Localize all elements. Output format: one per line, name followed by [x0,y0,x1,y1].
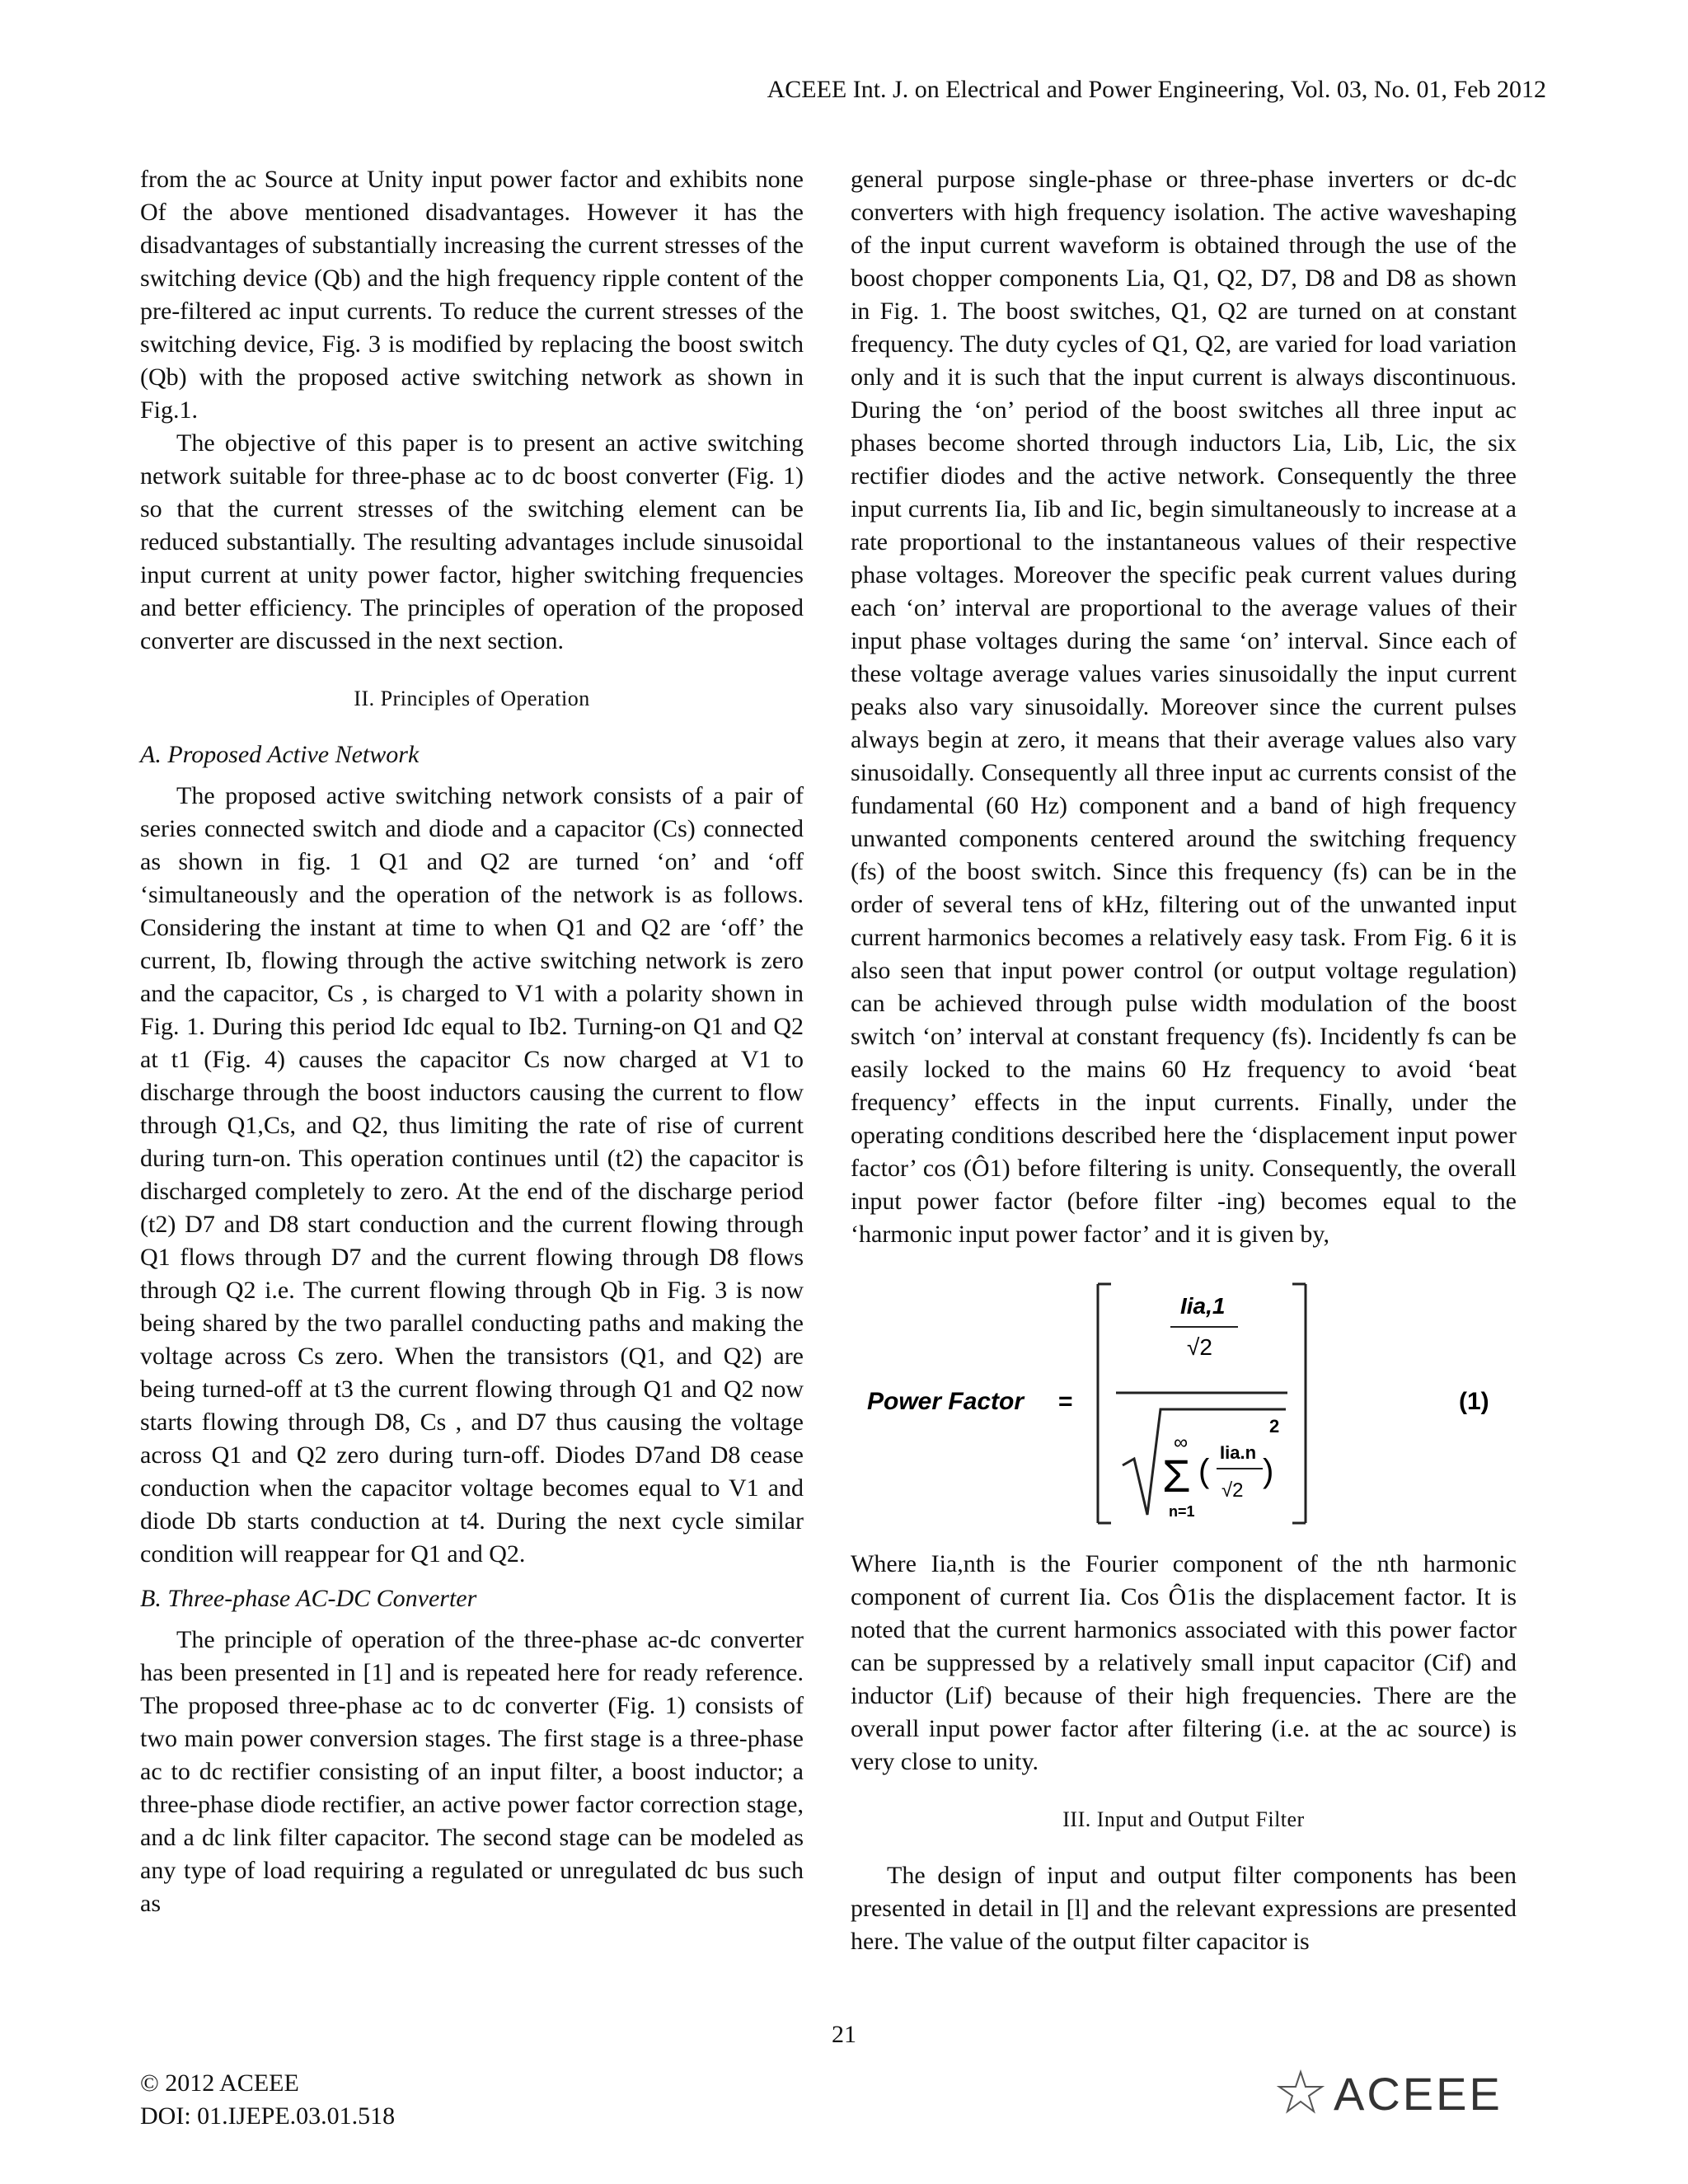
eq-number: (1) [1459,1388,1489,1415]
eq-numerator: Iia,1 [1180,1293,1226,1319]
page-number: 21 [832,2021,856,2048]
logo-text: ACEEE [1334,2068,1503,2120]
eq-sum-from: n=1 [1169,1503,1195,1520]
eq-equals: = [1058,1388,1073,1415]
paragraph: The proposed active switching network consists of a pair of series connected switch and diode and a capacitor (Cs) connected as shown in fig. 1 Q1 and Q2 are turned ‘on’ and ‘off ‘simultaneously and the operation of the network is as follows. Considering the instant at time to when Q1 and Q2 are ‘off’ the current, Ib, flowing through the active switching network is zero and the capacitor, Cs , is charged to V1 with a polarity shown in Fig. 1. During this period Idc equal to Ib2. Turning-on Q1 and Q2 at t1 (Fig. 4) causes the capacitor Cs now charged at V1 to discharge through the boost inductors causing the current to flow through Q1,Cs, and Q2, thus limiting the rate of rise of current during turn-on. This operation continues until (t2) the capacitor is discharged completely to zero. At the end of the discharge period (t2) D7 and D8 start conduction and the current flowing through Q1 flows through D7 and the current flowing through D8 flows through Q2 i.e. The current flowing through Qb in Fig. 3 is now being shared by the two parallel conducting paths and making the voltage across Cs zero. When the transistors (Q1, and Q2) are being turned-off at t3 the current flowing through Q1 and Q2 now starts flowing through D8, Cs , and D7 thus causing the voltage across Q1 and Q2 zero during turn-off. Diodes D7and D8 cease conduction when the capacitor voltage becomes equal to V1 and diode Db starts conduction at t4. During the next cycle similar condition will reappear for Q1 and Q2. [140,782,804,1568]
svg-text:√2: √2 [1221,1479,1244,1502]
right-column [851,163,1517,1958]
equation-power-factor [851,1268,1517,1540]
svg-text:(: ( [1198,1453,1210,1489]
eq-exponent: 2 [1269,1416,1280,1436]
left-column [140,163,804,1920]
eq-inner: Iia.n [1220,1442,1257,1463]
section-heading: II. Principles of Operation [354,687,590,710]
paragraph: The design of input and output filter components has been presented in detail in [l] and the relevant expressions are presented here. The value of the output filter capacitor is [851,1862,1517,1955]
aceee-logo [1276,2067,1523,2120]
star-icon [1276,2067,1334,2116]
eq-label: Power Factor [867,1388,1025,1415]
paragraph: from the ac Source at Unity input power factor and exhibits none Of the above mentioned disadvantages. However it has the disadvantages of substantially increasing the current stresses of the switching device (Qb) and the high frequency ripple content of the pre-filtered ac input currents. To reduce the current stresses of the switching device, Fig. 3 is modified by replacing the boost switch (Qb) with the proposed active switching network as shown in Fig.1. [140,166,804,424]
eq-sigma: Σ [1162,1450,1191,1502]
equation-graphic [851,1268,1517,1540]
paragraph: The objective of this paper is to present an active switching network suitable for three-phase ac to dc boost converter (Fig. 1) so that the current stresses of the switching element can be reduced substantially. The resulting advantages include sinusoidal input current at unity power factor, higher switching frequencies and better efficiency. The principles of operation of the proposed converter are discussed in the next section. [140,429,804,654]
eq-sqrt2: √2 [1187,1334,1212,1360]
running-head: ACEEE Int. J. on Electrical and Power Engineering, Vol. 03, No. 01, Feb 2012 [767,76,1546,103]
svg-text:): ) [1263,1453,1274,1489]
subsection-heading: A. Proposed Active Network [140,741,420,768]
subsection-heading: B. Three-phase AC-DC Converter [140,1585,477,1612]
paragraph: Where Iia,nth is the Fourier component of the nth harmonic component of current Iia. Cos Ô1is the displacement factor. It is noted that the current harmonics associated with this power factor can be suppressed by a relatively small input capacitor (Cif) and inductor (Lif) because of their high frequencies. There are the overall input power factor after filtering (i.e. at the ac source) is very close to unity. [851,1550,1517,1775]
paragraph: general purpose single-phase or three-phase inverters or dc-dc converters with high frequency isolation. The active waveshaping of the input current waveform is obtained through the use of the boost chopper components Lia, Q1, Q2, D7, D8 and D8 as shown in Fig. 1. The boost switches, Q1, Q2 are turned on at constant frequency. The duty cycles of Q1, Q2, are varied for load variation only and it is such that the input current is always discontinuous. During the ‘on’ period of the boost switches all three input ac phases become shorted through inductors Lia, Lib, Lic, the six rectifier diodes and the active network. Consequently the three input currents Iia, Iib and Iic, begin simultaneously to increase at a rate proportional to the instantaneous values of their respective phase voltages. Moreover the specific peak current values during each ‘on’ interval are proportional to the average values of their input phase voltages during the same ‘on’ interval. Since each of these voltage average values varies sinusoidally the input current peaks also vary sinusoidally. Moreover since the current pulses always begin at zero, it means that their average values also vary sinusoidally. Consequently all three input ac currents consist of the fundamental (60 Hz) component and a band of high frequency unwanted components centered around the switching frequency (fs) of the boost switch. Since this frequency (fs) can be in the order of several tens of kHz, filtering out of the unwanted input current harmonics becomes a relatively easy task. From Fig. 6 it is also seen that input power control (or output voltage regulation) can be achieved through pulse width modulation of the boost switch ‘on’ interval at constant frequency (fs). Incidently fs can be easily locked to the mains 60 Hz frequency to avoid ‘beat frequency’ effects in the input currents. Finally, under the operating conditions described here the ‘displacement input power factor’ cos (Ô1) before filtering is unity. Consequently, the overall input power factor (before filter -ing) becomes equal to the ‘harmonic input power factor’ and it is given by, [851,166,1517,1248]
footer-left [140,2067,395,2133]
copyright: © 2012 ACEEE [140,2069,299,2097]
doi: DOI: 01.IJEPE.03.01.518 [140,2102,396,2130]
section-heading: III. Input and Output Filter [1062,1807,1305,1831]
eq-sum-to: ∞ [1174,1432,1189,1454]
paragraph: The principle of operation of the three-phase ac-dc converter has been presented in [1] and is repeated here for ready reference. The proposed three-phase ac to dc converter (Fig. 1) consists of two main power conversion stages. The first stage is a three-phase ac to dc rectifier consisting of an input filter, a boost inductor; a three-phase diode rectifier, an active power factor correction stage, and a dc link filter capacitor. The second stage can be modeled as any type of load requiring a regulated or unregulated dc bus such as [140,1626,804,1917]
